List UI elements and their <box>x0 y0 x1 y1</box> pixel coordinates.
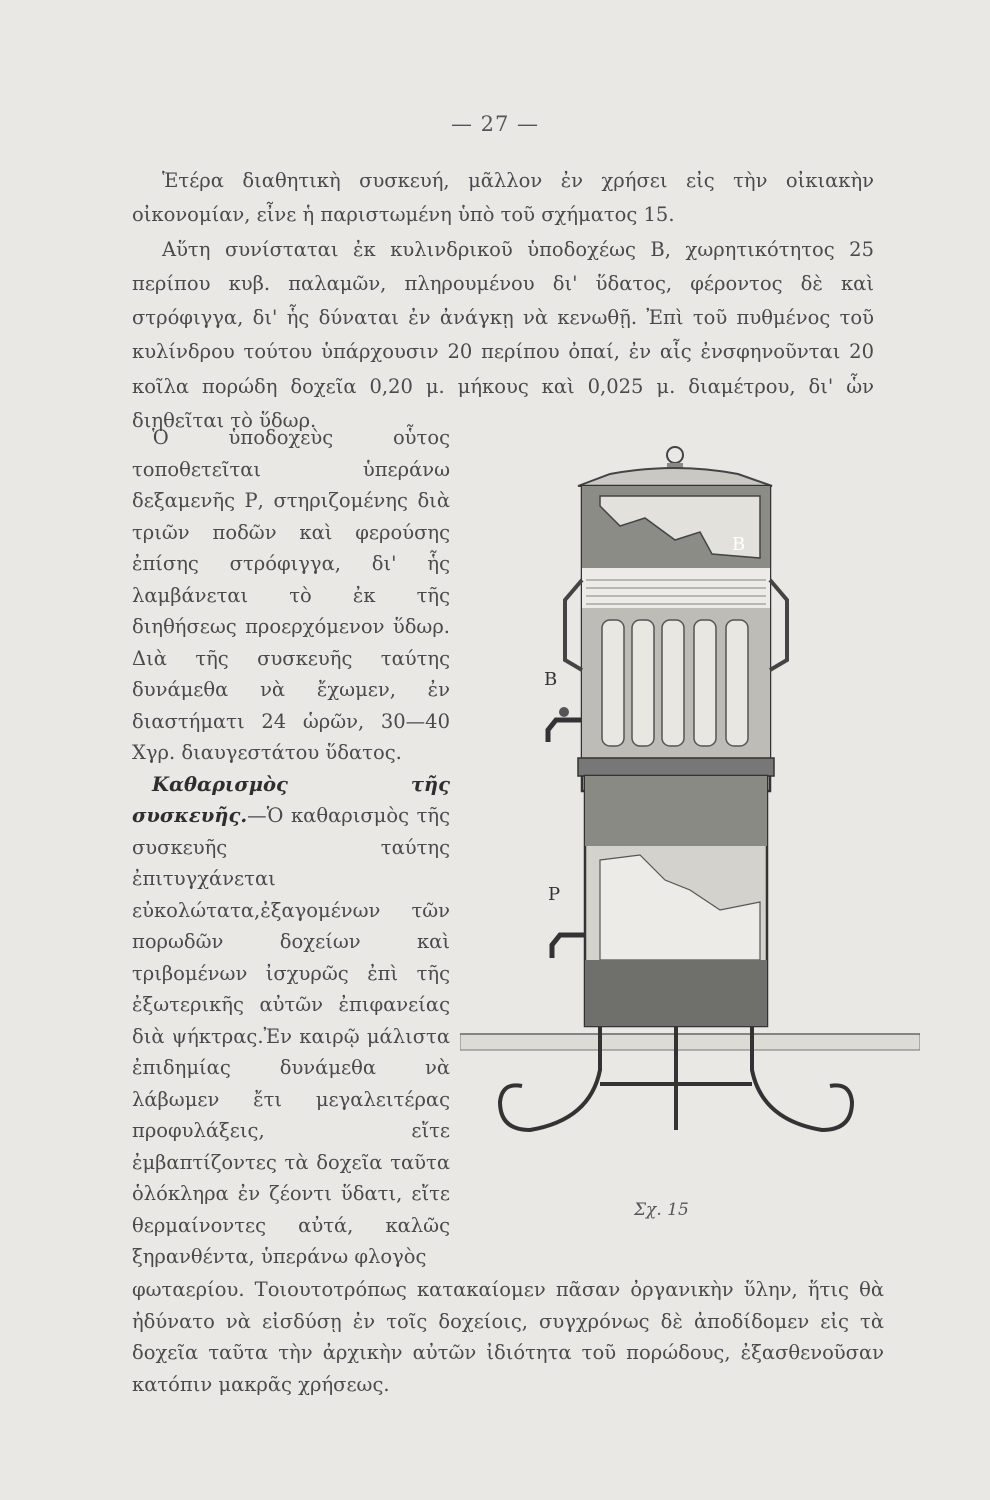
paragraph-2: Αὕτη συνίσταται ἐκ κυλινδρικοῦ ὑποδοχέως Β, χωρητικότητος 25 περίπου κυβ. παλαμῶν, πληρουμένου δι' ὕδατος, φέροντος δὲ καὶ στρόφιγγα, δι' ἧς δύναται ἐν ἀνάγκῃ νὰ κενωθῇ. Ἐπὶ τοῦ πυθμένος τοῦ κυλίνδρου τούτου ὑπάρχουσιν 20 περίπου ὀπαί, ἐν αἷς ἐνσφηνοῦνται 20 κοῖλα πορώδη δοχεῖα 0,20 μ. μήκους καὶ 0,025 μ. διαμέτρου, δι' ὧν διηθεῖται τὸ ὕδωρ. <box>132 237 874 433</box>
section-heading: Καθαρισμὸς τῆς συσκευῆς. <box>132 772 450 827</box>
paragraph-3: Ὁ ὑποδοχεὺς οὗτος τοποθετεῖται ὑπεράνω δεξαμενῆς Ρ, στηριζομένης διὰ τριῶν ποδῶν καὶ φερούσης ἐπίσης στρόφιγγα, δι' ἧς λαμβάνεται τὸ ἐκ τῆς διηθήσεως προερχόμενον ὕδωρ. Διὰ τῆς συσκευῆς ταύτης δυνάμεθα νὰ ἔχωμεν, ἐν διαστήματι 24 ὡρῶν, 30—40 Χγρ. διαυγεστάτου ὕδατος. <box>132 426 450 764</box>
page-number: — 27 — <box>450 112 540 136</box>
text-column <box>132 422 450 1273</box>
upper-tap <box>548 720 582 742</box>
paragraph-1: Ἑτέρα διαθητικὴ συσκευή, μᾶλλον ἐν χρήσει εἰς τὴν οἰκιακὴν οἰκονομίαν, εἶνε ἡ παριστωμένη ὑπὸ τοῦ σχήματος 15. <box>132 169 874 227</box>
closing-paragraph: φωταερίου. Τοιουτοτρόπως κατακαίομεν πᾶσαν ὀργανικὴν ὕλην, ἥτις θὰ ἠδύνατο νὰ εἰσδύσῃ ἐν τοῖς δοχείοις, συγχρόνως δὲ ἀποδίδομεν εἰς τὰ δοχεῖα ταῦτα τὴν ἀρχικὴν αὐτῶν ἰδιότητα τοῦ πορώδους, ἐξασθενοῦσαν κατόπιν μακρᾶς χρήσεως. <box>132 1278 884 1396</box>
label-b: B <box>544 669 558 690</box>
filter-figure <box>460 430 920 1220</box>
intro-paragraphs <box>132 164 874 438</box>
label-p: P <box>548 884 561 905</box>
label-b-inside: B <box>732 534 746 555</box>
floor-strip <box>460 1034 920 1050</box>
paragraph-4 <box>132 769 450 1273</box>
lid-knob <box>667 447 683 463</box>
figure-caption: Σχ. 15 <box>634 1200 689 1220</box>
porous-tubes <box>602 620 748 746</box>
lid <box>578 468 772 486</box>
paragraph-4-text: —Ὁ καθαρισμὸς τῆς συσκευῆς ταύτης ἐπιτυγχάνεται εὐκολώτατα,ἐξαγομένων τῶν πορωδῶν δοχείων καὶ τριβομένων ἰσχυρῶς ἐπὶ τῆς ἐξωτερικῆς αὐτῶν ἐπιφανείας διὰ ψήκτρας.Ἐν καιρῷ μάλιστα ἐπιδημίας δυνάμεθα νὰ λάβωμεν ἔτι μεγαλειτέρας προφυλάξεις, εἴτε ἐμβαπτίζοντες τὰ δοχεῖα ταῦτα ὁλόκληρα ἐν ζέοντι ὕδατι, εἴτε θερμαίνοντες αὐτά, καλῶς ξηρανθέντα, ὑπεράνω φλογὸς <box>132 804 450 1268</box>
lower-tap <box>552 935 585 958</box>
